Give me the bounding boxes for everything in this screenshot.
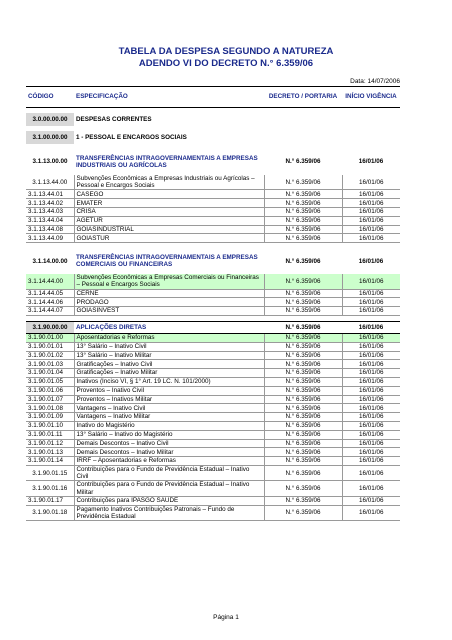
row-inicio: 16/01/06 [342,208,400,217]
group-row [26,248,400,274]
table-row [26,481,400,497]
header-inicio: INÍCIO VIGÊNCIA [342,87,400,108]
group-title: APLICAÇÕES DIRETAS [74,321,264,333]
row-decreto: N.° 6.359/06 [264,234,342,243]
row-decreto: N.° 6.359/06 [264,208,342,217]
row-decreto: N.° 6.359/06 [264,360,342,369]
row-inicio: 16/01/06 [342,225,400,234]
table-row [26,208,400,217]
row-inicio: 16/01/06 [342,369,400,378]
row-spec: CRISA [74,208,264,217]
section-code: 3.1.00.00.00 [26,131,74,144]
expense-table [26,86,400,521]
group-decreto: N.° 6.359/06 [285,257,321,265]
table-row [26,369,400,378]
row-spec: Demais Descontos – Inativo Militar [74,448,264,457]
group-decreto: N.° 6.359/06 [264,321,342,333]
row-decreto: N.° 6.359/06 [264,430,342,439]
document-subtitle: ADENDO VI DO DECRETO N.° 6.359/06 [138,58,314,69]
table-row [26,225,400,234]
row-inicio: 16/01/06 [342,351,400,360]
row-code: 3.1.90.01.08 [26,404,74,413]
row-decreto: N.° 6.359/06 [264,439,342,448]
table-row [26,360,400,369]
row-decreto: N.° 6.359/06 [264,505,342,521]
row-inicio: 16/01/06 [342,413,400,422]
row-decreto: N.° 6.359/06 [264,342,342,351]
row-decreto: N.° 6.359/06 [264,395,342,404]
row-spec: EMATER [74,199,264,208]
section-row [26,113,400,126]
row-inicio: 16/01/06 [342,234,400,243]
header-codigo: CÓDIGO [26,87,74,108]
row-inicio: 16/01/06 [342,216,400,225]
table-row [26,199,400,208]
subgroup-code: 3.1.13.44.00 [26,175,74,190]
table-row [26,505,400,521]
row-spec: Inativos (Inciso VI, § 1° Art. 19 LC. N. 101/2000) [74,377,264,386]
row-code: 3.1.14.44.05 [26,289,74,298]
row-spec: PRODAGO [74,298,264,307]
group-row [26,149,400,175]
row-decreto: N.° 6.359/06 [264,369,342,378]
row-inicio: 16/01/06 [342,481,400,497]
row-decreto: N.° 6.359/06 [264,377,342,386]
row-code: 3.1.14.44.07 [26,307,74,316]
subgroup-row [26,333,400,342]
header-especificacao: ESPECIFICAÇÃO [74,87,264,108]
table-row [26,430,400,439]
row-decreto: N.° 6.359/06 [264,496,342,505]
row-inicio: 16/01/06 [342,360,400,369]
table-row [26,307,400,316]
row-code: 3.1.90.01.02 [26,351,74,360]
subgroup-spec: Subvenções Econômicas a Empresas Comerciais ou Financeiras – Pessoal e Encargos Sociais [74,274,264,289]
group-code: 3.1.90.00.00 [26,321,74,333]
table-row [26,298,400,307]
row-spec: GOIASTUR [74,234,264,243]
table-row [26,351,400,360]
subgroup-decreto: N.° 6.359/06 [264,333,342,342]
table-row [26,457,400,466]
row-code: 3.1.90.01.12 [26,439,74,448]
row-code: 3.1.14.44.06 [26,298,74,307]
subgroup-spec: Aposentadorias e Reformas [74,333,264,342]
row-code: 3.1.90.01.05 [26,377,74,386]
group-inicio: 16/01/06 [358,257,384,265]
row-code: 3.1.13.44.08 [26,225,74,234]
row-inicio: 16/01/06 [342,430,400,439]
row-code: 3.1.90.01.06 [26,386,74,395]
subgroup-row [26,274,400,289]
row-spec: Vantagens – Inativo Militar [74,413,264,422]
subgroup-code: 3.1.14.44.00 [26,274,74,289]
page-number: Página 1 [213,614,239,621]
subgroup-inicio: 16/01/06 [342,333,400,342]
row-code: 3.1.90.01.14 [26,457,74,466]
section-code: 3.0.00.00.00 [26,113,74,126]
row-decreto: N.° 6.359/06 [264,190,342,199]
row-spec: Gratificações – Inativo Militar [74,369,264,378]
row-code: 3.1.13.44.02 [26,199,74,208]
row-decreto: N.° 6.359/06 [264,465,342,481]
row-spec: Contribuições para o Fundo de Previdência Estadual – Inativo Civil [74,465,264,481]
subgroup-spec: Subvenções Econômicas a Empresas Industriais ou Agrícolas – Pessoal e Encargos Sociais [74,175,264,190]
row-spec: 13° Salário – Inativo Militar [74,351,264,360]
row-spec: CERNE [74,289,264,298]
row-code: 3.1.90.01.03 [26,360,74,369]
subgroup-code: 3.1.90.01.00 [26,333,74,342]
table-row [26,289,400,298]
table-row [26,190,400,199]
group-inicio: 16/01/06 [358,158,384,166]
row-code: 3.1.13.44.09 [26,234,74,243]
subgroup-inicio: 16/01/06 [342,274,400,289]
row-code: 3.1.13.44.01 [26,190,74,199]
section-title: DESPESAS CORRENTES [76,115,152,123]
row-code: 3.1.90.01.11 [26,430,74,439]
table-row [26,234,400,243]
row-code: 3.1.90.01.04 [26,369,74,378]
row-inicio: 16/01/06 [342,289,400,298]
section-row [26,131,400,144]
row-code: 3.1.90.01.13 [26,448,74,457]
row-inicio: 16/01/06 [342,465,400,481]
row-decreto: N.° 6.359/06 [264,199,342,208]
row-inicio: 16/01/06 [342,395,400,404]
group-code: 3.1.13.00.00 [32,158,68,166]
table-row [26,465,400,481]
row-decreto: N.° 6.359/06 [264,298,342,307]
row-spec: CASEGO [74,190,264,199]
row-spec: Proventos – Inativos Militar [74,395,264,404]
row-code: 3.1.13.44.04 [26,216,74,225]
row-decreto: N.° 6.359/06 [264,448,342,457]
table-row [26,386,400,395]
subgroup-decreto: N.° 6.359/06 [264,274,342,289]
row-inicio: 16/01/06 [342,448,400,457]
header-decreto: DECRETO / PORTARIA [264,87,342,108]
row-spec: IRRF – Aposentadorias e Reformas [74,457,264,466]
table-row [26,421,400,430]
row-code: 3.1.90.01.15 [26,465,74,481]
row-spec: 13° Salário – Inativo Civil [74,342,264,351]
table-row [26,496,400,505]
document-title: TABELA DA DESPESA SEGUNDO A NATUREZA [118,46,334,57]
row-decreto: N.° 6.359/06 [264,216,342,225]
row-decreto: N.° 6.359/06 [264,386,342,395]
row-decreto: N.° 6.359/06 [264,351,342,360]
table-row [26,377,400,386]
row-inicio: 16/01/06 [342,404,400,413]
table-row [26,413,400,422]
row-code: 3.1.90.01.17 [26,496,74,505]
row-decreto: N.° 6.359/06 [264,413,342,422]
row-code: 3.1.90.01.18 [26,505,74,521]
row-decreto: N.° 6.359/06 [264,421,342,430]
subgroup-inicio: 16/01/06 [342,175,400,190]
subgroup-row [26,175,400,190]
group-title: TRANSFERÊNCIAS INTRAGOVERNAMENTAIS A EMPRESAS INDUSTRIAIS OU AGRÍCOLAS [76,154,258,169]
table-row [26,448,400,457]
row-decreto: N.° 6.359/06 [264,404,342,413]
row-spec: Inativo do Magistério [74,421,264,430]
row-decreto: N.° 6.359/06 [264,457,342,466]
row-spec: Gratificações – Inativo Civil [74,360,264,369]
subgroup-decreto: N.° 6.359/06 [264,175,342,190]
row-inicio: 16/01/06 [342,199,400,208]
row-inicio: 16/01/06 [342,496,400,505]
row-spec: Demais Descontos – Inativo Civil [74,439,264,448]
group-title: TRANSFERÊNCIAS INTRAGOVERNAMENTAIS A EMPRESAS COMERCIAIS OU FINANCEIRAS [76,253,258,269]
row-code: 3.1.90.01.10 [26,421,74,430]
row-code: 3.1.90.01.09 [26,413,74,422]
row-decreto: N.° 6.359/06 [264,307,342,316]
document-date: Data: 14/07/2006 [350,78,400,85]
row-spec: 13° Salário – Inativo do Magistério [74,430,264,439]
row-spec: Vantagens – Inativo Civil [74,404,264,413]
row-spec: Contribuições para o Fundo de Previdência Estadual – Inativo Militar [74,481,264,497]
row-inicio: 16/01/06 [342,342,400,351]
row-spec: GOIASINVEST [74,307,264,316]
row-decreto: N.° 6.359/06 [264,225,342,234]
row-spec: Contribuições para IPASGO SAÚDE [74,496,264,505]
row-spec: Pagamento Inativos Contribuições Patronais – Fundo de Previdência Estadual [74,505,264,521]
row-code: 3.1.13.44.03 [26,208,74,217]
group-row [26,321,400,333]
row-inicio: 16/01/06 [342,298,400,307]
row-spec: AGETUR [74,216,264,225]
row-inicio: 16/01/06 [342,386,400,395]
row-inicio: 16/01/06 [342,505,400,521]
row-inicio: 16/01/06 [342,307,400,316]
section-title: 1 - PESSOAL E ENCARGOS SOCIAIS [76,133,187,141]
row-spec: GOIASINDUSTRIAL [74,225,264,234]
table-row [26,216,400,225]
row-code: 3.1.90.01.01 [26,342,74,351]
row-code: 3.1.90.01.07 [26,395,74,404]
row-inicio: 16/01/06 [342,457,400,466]
row-code: 3.1.90.01.16 [26,481,74,497]
group-decreto: N.° 6.359/06 [285,158,321,166]
row-decreto: N.° 6.359/06 [264,481,342,497]
table-row [26,342,400,351]
table-row [26,395,400,404]
table-header [26,87,400,108]
row-inicio: 16/01/06 [342,377,400,386]
table-row [26,404,400,413]
row-inicio: 16/01/06 [342,190,400,199]
group-code: 3.1.14.00.00 [32,257,68,265]
row-decreto: N.° 6.359/06 [264,289,342,298]
row-inicio: 16/01/06 [342,439,400,448]
group-inicio: 16/01/06 [342,321,400,333]
row-spec: Proventos – Inativo Civil [74,386,264,395]
row-inicio: 16/01/06 [342,421,400,430]
table-row [26,439,400,448]
